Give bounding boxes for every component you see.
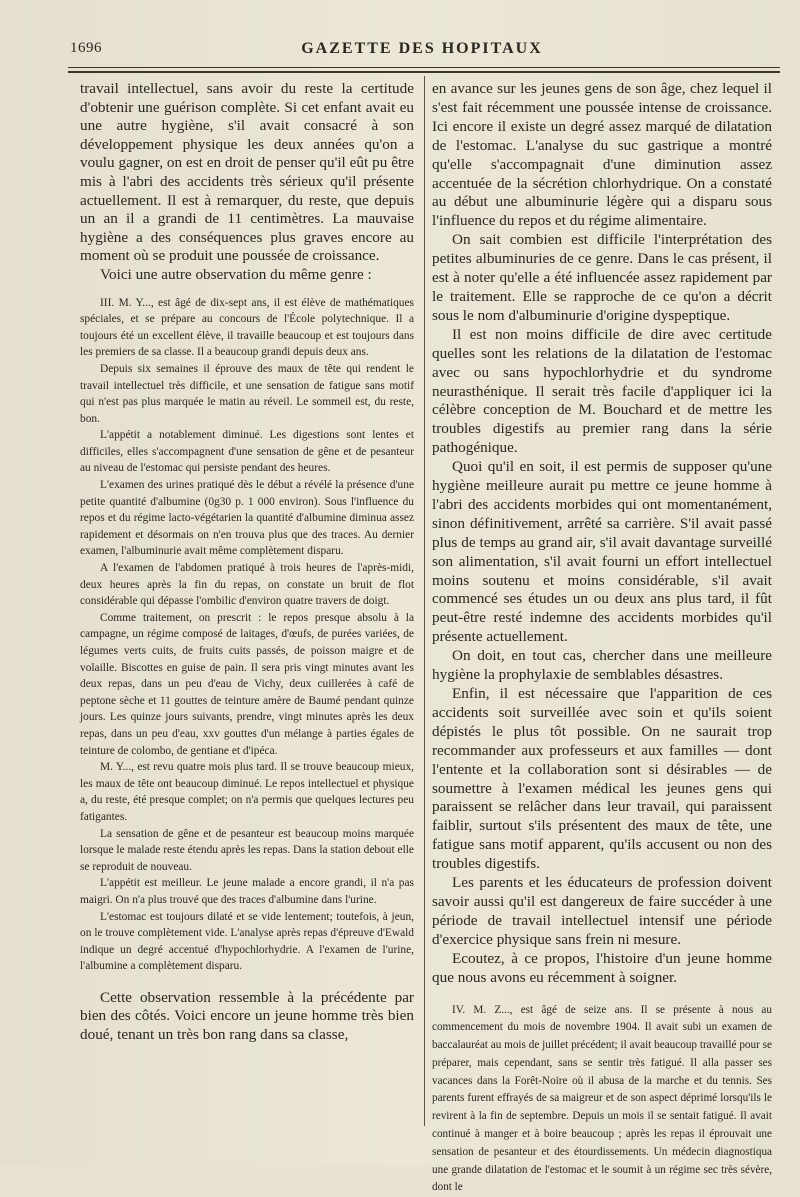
spacer [80, 975, 414, 989]
paragraph: On sait combien est difficile l'interprétation des petites albuminuries de ce genre. Dans le cas présent, il est à noter qu'elle a été influencée assez rapidement par le traitement. Elle se rapproche de ce qu'on a décrit sous le nom d'albuminurie d'origine dyspeptique. [432, 231, 772, 326]
paragraph: en avance sur les jeunes gens de son âge, chez lequel il s'est fait récemment une poussée intense de croissance. Ici encore il existe un degré assez marqué de dilatation de l'estomac. L'analyse du suc gastrique a montré qu'elle s'accompagnait d'une diminution assez accentuée de la sécrétion chlorhydrique. On a constaté au début une albuminurie légère qui a disparu sous l'influence du repos et du régime alimentaire. [432, 80, 772, 231]
right-column [432, 80, 772, 1197]
page-header [62, 40, 782, 64]
observation-paragraph: L'appétit a notablement diminué. Les digestions sont lentes et difficiles, elles s'accompagnent d'une sensation de gêne et de pesanteur au niveau de l'estomac qui persiste pendant des heures. [80, 427, 414, 477]
paragraph: Enfin, il est nécessaire que l'apparition de ces accidents soit surveillée avec soin et qu'ils soient dépistés le plus tôt possible. On ne saurait trop recommander aux professeurs et aux familles — dont l'entente et la collaboration sont si désirables — de soumettre à l'examen médical les jeunes gens qui paraissent se relâcher dans leur travail, qui paraissent faiblir, surtout s'ils présentent des maux de tête, une fatigue sans motif apparent, qu'ils accusent ou non des troubles digestifs. [432, 685, 772, 874]
page-number: 1696 [70, 40, 102, 57]
header-rule-thin [68, 67, 780, 68]
header-rule-thick [68, 71, 780, 73]
observation-paragraph: M. Y..., est revu quatre mois plus tard. Il se trouve beaucoup mieux, les maux de tête ont beaucoup diminué. Le repos intellectuel et physique a, du reste, été presque complet; on n'a permis que quelques lectures peu fatigantes. [80, 759, 414, 825]
observation-paragraph: La sensation de gêne et de pesanteur est beaucoup moins marquée lorsque le malade reste étendu après les repas. Dans la station debout elle se reproduit de nouveau. [80, 826, 414, 876]
paragraph: Quoi qu'il en soit, il est permis de supposer qu'une hygiène meilleure aurait pu mettre ce jeune homme à l'abri des accidents morbides qui ont momentanément, sinon définitivement, arrêté sa carrière. S'il avait passé plus de temps au grand air, s'il avait davantage surveillé son alimentation, s'il avait fourni un effort intellectuel moins soutenu et moins considérable, s'il avait commencé ses études un ou deux ans plus tard, il fût peut-être resté indemne des accidents morbides qu'il présente actuellement. [432, 458, 772, 647]
paragraph: Il est non moins difficile de dire avec certitude quelles sont les relations de la dilatation de l'estomac avec ou sans hypochlorhydrie et du syndrome neurasthénique. Il serait très facile d'appliquer ici la célèbre conception de M. Bouchard et de mettre les troubles digestifs au premier rang dans la série pathogénique. [432, 326, 772, 458]
paragraph: Voici une autre observation du même genre : [80, 266, 414, 285]
observation-paragraph: III. M. Y..., est âgé de dix-sept ans, il est élève de mathématiques spéciales, et se prépare au concours de l'École polytechnique. Il a toujours été un excellent élève, il travaille beaucoup et est toujours dans les premiers de sa classe. Il a beaucoup grandi depuis deux ans. [80, 295, 414, 361]
paragraph: Cette observation ressemble à la précédente par bien des côtés. Voici encore un jeune homme très bien doué, tenant un très bon rang dans sa classe, [80, 989, 414, 1045]
observation-paragraph: Comme traitement, on prescrit : le repos presque absolu à la campagne, un régime composé de laitages, d'œufs, de purées variées, de légumes verts cuits, de fruits cuits passés, de poisson maigre et de volaille. Biscottes en guise de pain. Il sera pris vingt minutes avant les deux repas, dans un peu d'eau de Vichy, deux cuillerées à café de peptone sèche et 11 gouttes de teinture amère de Baumé pendant quinze jours. Les quinze jours suivants, prendre, vingt minutes après les deux repas, dans un peu d'eau, xxv gouttes d'un mélange à parties égales de teinture de colombo, de gentiane et d'ipéca. [80, 610, 414, 759]
paragraph: travail intellectuel, sans avoir du reste la certitude d'obtenir une guérison complète. Si cet enfant avait eu une autre hygiène, s'il avait consacré à son développement physique les deux années qu'on a voulu gagner, on est en droit de penser qu'il eût pu être mis à l'abri des accidents très sérieux qu'il présente actuellement. Il est à remarquer, du reste, que depuis un an il a grandi de 11 centimètres. La mauvaise hygiène a des conséquences plus graves encore au moment où se produit une poussée de croissance. [80, 80, 414, 266]
spacer [432, 988, 772, 1002]
observation-paragraph: L'examen des urines pratiqué dès le début a révélé la présence d'une petite quantité d'albumine (0g30 p. 1 000 environ). Sous l'influence du repos et du régime lacto-végétarien la quantité d'albumine diminua assez rapidement et désormais on n'en trouva plus que des traces. Au dernier examen, l'albuminurie avait même complètement disparu. [80, 477, 414, 560]
observation-paragraph: A l'examen de l'abdomen pratiqué à trois heures de l'après-midi, deux heures après la fin du repas, on constate un bruit de flot considérable qui dépasse l'ombilic d'environ quatre travers de doigt. [80, 560, 414, 610]
journal-title: GAZETTE DES HOPITAUX [62, 40, 782, 58]
observation-paragraph: L'appétit est meilleur. Le jeune malade a encore grandi, il n'a pas maigri. On n'a plus trouvé que des traces d'albumine dans l'urine. [80, 875, 414, 908]
observation-paragraph: L'estomac est toujours dilaté et se vide lentement; toutefois, à jeun, on le trouve complètement vide. L'analyse après repas d'épreuve d'Ewald indique un degré accentué d'hypochlorhydrie. A l'examen de l'urine, l'albumine a complètement disparu. [80, 909, 414, 975]
paragraph: Les parents et les éducateurs de profession doivent savoir aussi qu'il est dangereux de faire succéder à une période de travail intellectuel intensif une période d'exercice physique sans frein ni mesure. [432, 874, 772, 950]
paragraph: On doit, en tout cas, chercher dans une meilleure hygiène la prophylaxie de semblables désastres. [432, 647, 772, 685]
paragraph: Ecoutez, à ce propos, l'histoire d'un jeune homme que nous avons eu récemment à soigner. [432, 950, 772, 988]
spacer [80, 285, 414, 295]
column-divider [424, 76, 425, 1126]
left-column [80, 80, 414, 1045]
observation-paragraph: Depuis six semaines il éprouve des maux de tête qui rendent le travail intellectuel très difficile, et une sensation de fatigue sans motif qui n'est pas plus marquée le matin au réveil. Le sommeil est, du reste, bon. [80, 361, 414, 427]
observation-paragraph: IV. M. Z..., est âgé de seize ans. Il se présente à nous au commencement du mois de novembre 1904. Il avait subi un examen de baccalauréat au mois de juillet précédent; il avait beaucoup travaillé pour se préparer, mais cependant, sans se sentir très fatigué. Il alla passer ses vacances dans la Forêt-Noire où il abusa de la marche et du tennis. Ses parents furent effrayés de sa maigreur et de son aspect déprimé lorsqu'ils le revirent à la fin de septembre. Depuis un mois il se sentait fatigué. Il avait continué à manger et à boire beaucoup ; après les repas il éprouvait une sensation de pesanteur et des étourdissements. Un médecin diagnostiqua une grande dilatation de l'estomac et le soumit à un régime sec très sévère, dont le [432, 1002, 772, 1197]
